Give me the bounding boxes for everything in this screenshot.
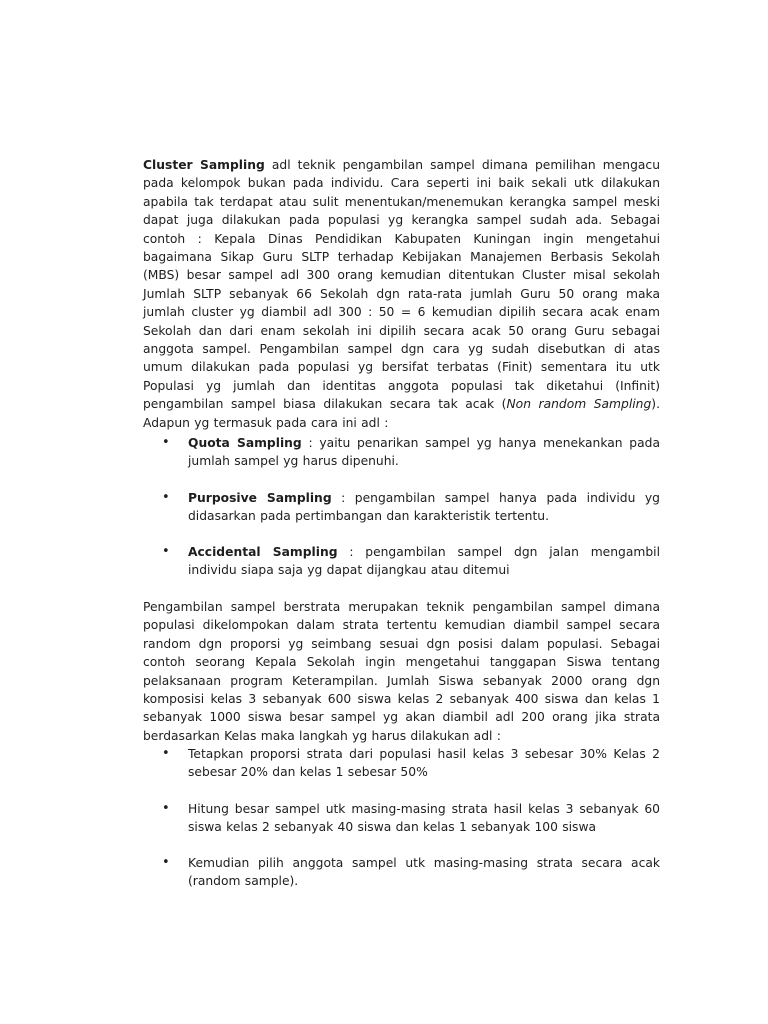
bullet-icon: • (162, 435, 170, 450)
bullet-icon: • (162, 490, 170, 505)
list-item-text (188, 434, 660, 471)
term-accidental-sampling: Accidental Sampling (188, 545, 338, 559)
list-item-text: Tetapkan proporsi strata dari populasi hasil kelas 3 sebesar 30% Kelas 2 sebesar 20% dan kelas 1 sebesar 50% (188, 747, 660, 780)
bullet-icon: • (162, 855, 170, 870)
list-item-text: Kemudian pilih anggota sampel utk masing-masing strata secara acak (random sample). (188, 856, 660, 889)
list-item-text: Hitung besar sampel utk masing-masing strata hasil kelas 3 sebanyak 60 siswa kelas 2 sebanyak 40 siswa dan kelas 1 sebanyak 100 siswa (188, 802, 660, 835)
paragraph-text-end: ). Adapun yg termasuk pada cara ini adl : (143, 397, 660, 430)
bullet-icon: • (162, 746, 170, 761)
paragraph-text: adl teknik pengambilan sampel dimana pemilihan mengacu pada kelompok bukan pada individu. Cara seperti ini baik sekali utk dilakukan apabila tak terdapat atau sulit menentukan/menemukan kerangka sampel meski dapat juga dilakukan pada populasi yg kerangka sampel sudah ada. Sebagai contoh : Kepala Dinas Pendidikan Kabupaten Kuningan ingin mengetahui bagaimana Sikap Guru SLTP terhadap Kebijakan Manajemen Berbasis Sekolah (MBS) besar sampel adl 300 orang kemudian ditentukan Cluster misal sekolah Jumlah SLTP sebanyak 66 Sekolah dgn rata-rata jumlah Guru 50 orang maka jumlah cluster yg diambil adl 300 : 50 = 6 kemudian dipilih secara acak enam Sekolah dan dari enam sekolah ini dipilih secara acak 50 orang Guru sebagai anggota sampel. Pengambilan sampel dgn cara yg sudah disebutkan di atas umum dilakukan pada populasi yg bersifat terbatas (Finit) sementara itu utk Populasi yg jumlah dan identitas anggota populasi tak diketahui (Infinit) pengambilan sampel biasa dilakukan secara tak acak ( (143, 158, 660, 412)
list-item-text (188, 489, 660, 526)
paragraph-stratified-sampling: Pengambilan sampel berstrata merupakan teknik pengambilan sampel dimana populasi dikelompokan dalam strata tertentu kemudian diambil sampel secara random dgn proporsi yg seimbang sesuai dgn posisi dalam populasi. Sebagai contoh seorang Kepala Sekolah ingin mengetahui tanggapan Siswa tentang pelaksanaan program Keterampilan. Jumlah Siswa sebanyak 2000 orang dgn komposisi kelas 3 sebanyak 600 siswa kelas 2 sebanyak 400 siswa dan kelas 1 sebanyak 1000 siswa besar sampel yg akan diambil adl 200 orang jika strata berdasarkan Kelas maka langkah yg harus dilakukan adl : (143, 600, 660, 743)
paragraph-cluster-sampling (143, 156, 660, 432)
list-item-desc: : pengambilan sampel dgn jalan mengambil individu siapa saja yg dapat dijangkau atau ditemui (188, 545, 660, 578)
bullet-icon: • (162, 801, 170, 816)
term-purposive-sampling: Purposive Sampling (188, 491, 332, 505)
bullet-icon: • (162, 544, 170, 559)
list-item-text (188, 543, 660, 580)
italic-term: Non random Sampling (506, 397, 652, 412)
term-cluster-sampling: Cluster Sampling (143, 158, 265, 172)
list-item-desc: : pengambilan sampel hanya pada individu yg didasarkan pada pertimbangan dan karakteristik tertentu. (188, 491, 660, 524)
list-item-desc: : yaitu penarikan sampel yg hanya menekankan pada jumlah sampel yg harus dipenuhi. (188, 436, 660, 469)
term-quota-sampling: Quota Sampling (188, 436, 302, 450)
